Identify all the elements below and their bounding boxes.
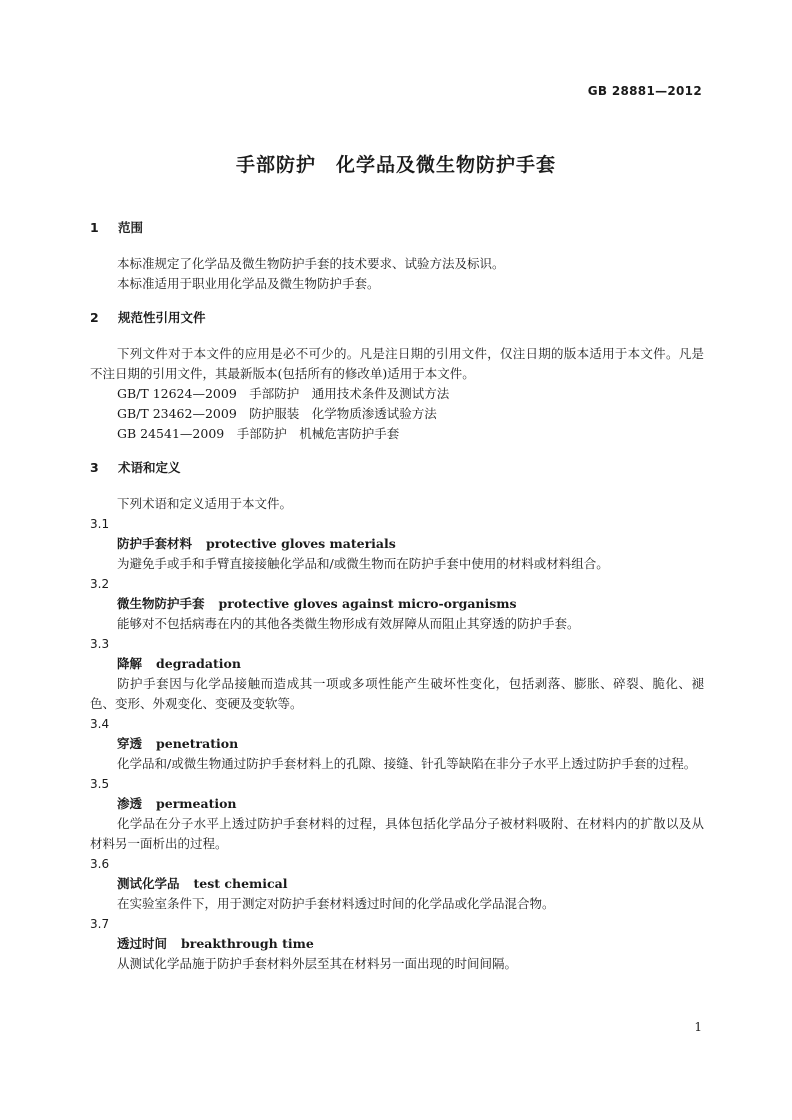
term-name <box>90 594 704 614</box>
term-definition: 化学品在分子水平上透过防护手套材料的过程，具体包括化学品分子被材料吸附、在材料内的扩散以及从材料另一面析出的过程。 <box>90 816 704 851</box>
term-name-en: test chemical <box>193 876 288 891</box>
term-number: 3.4 <box>90 717 110 731</box>
term-entry <box>90 574 704 634</box>
term-number: 3.3 <box>90 637 110 651</box>
term-definition: 防护手套因与化学品接触而造成其一项或多项性能产生破坏性变化，包括剥落、膨胀、碎裂、脆化、褪色、变形、外观变化、变硬及变软等。 <box>90 676 704 711</box>
term-name <box>90 874 704 894</box>
term-number: 3.1 <box>90 517 110 531</box>
paragraph: 下列文件对于本文件的应用是必不可少的。凡是注日期的引用文件，仅注日期的版本适用于本文件。凡是不注日期的引用文件，其最新版本(包括所有的修改单)适用于本文件。 <box>90 346 704 381</box>
term-entry <box>90 854 704 914</box>
term-name-zh: 测试化学品 <box>117 876 180 891</box>
term-number: 3.7 <box>90 917 110 931</box>
term-entry <box>90 914 704 974</box>
term-number: 3.5 <box>90 777 110 791</box>
term-name-en: penetration <box>156 736 239 751</box>
term-name <box>90 794 704 814</box>
reference-item: GB 24541—2009 手部防护 机械危害防护手套 <box>117 426 400 441</box>
term-name <box>90 934 704 954</box>
paragraph: 下列术语和定义适用于本文件。 <box>117 496 293 511</box>
term-name-zh: 防护手套材料 <box>117 536 193 551</box>
term-definition: 化学品和/或微生物通过防护手套材料上的孔隙、接缝、针孔等缺陷在非分子水平上透过防护手套的过程。 <box>117 756 697 771</box>
document-body <box>90 218 704 974</box>
term-name-en: protective gloves materials <box>206 536 396 551</box>
section-number: 2 <box>90 310 99 325</box>
term-name-en: degradation <box>156 656 241 671</box>
term-entry <box>90 774 704 854</box>
section-heading-scope <box>90 218 704 238</box>
term-definition: 在实验室条件下，用于测定对防护手套材料透过时间的化学品或化学品混合物。 <box>117 896 555 911</box>
reference-item: GB/T 23462—2009 防护服装 化学物质渗透试验方法 <box>117 406 437 421</box>
term-definition: 为避免手或手和手臂直接接触化学品和/或微生物而在防护手套中使用的材料或材料组合。 <box>117 556 609 571</box>
standard-code: GB 28881—2012 <box>587 84 702 98</box>
document-title: 手部防护 化学品及微生物防护手套 <box>235 154 556 176</box>
term-name <box>90 534 704 554</box>
term-entry <box>90 714 704 774</box>
term-name <box>90 654 704 674</box>
term-name-en: protective gloves against micro-organisms <box>218 596 517 611</box>
term-name-zh: 微生物防护手套 <box>117 596 205 611</box>
term-name-zh: 穿透 <box>117 736 143 751</box>
section-title: 术语和定义 <box>118 460 181 475</box>
term-name-zh: 渗透 <box>117 796 143 811</box>
section-number: 1 <box>90 220 99 235</box>
term-name <box>90 734 704 754</box>
term-entry <box>90 634 704 714</box>
section-title: 规范性引用文件 <box>118 310 206 325</box>
reference-item: GB/T 12624—2009 手部防护 通用技术条件及测试方法 <box>117 386 450 401</box>
section-number: 3 <box>90 460 99 475</box>
section-heading-terms <box>90 458 704 478</box>
section-title: 范围 <box>118 220 144 235</box>
term-entry <box>90 514 704 574</box>
term-definition: 从测试化学品施于防护手套材料外层至其在材料另一面出现的时间间隔。 <box>117 956 518 971</box>
paragraph: 本标准规定了化学品及微生物防护手套的技术要求、试验方法及标识。 <box>117 256 505 271</box>
term-name-zh: 透过时间 <box>117 936 168 951</box>
term-definition: 能够对不包括病毒在内的其他各类微生物形成有效屏障从而阻止其穿透的防护手套。 <box>117 616 580 631</box>
term-name-zh: 降解 <box>117 656 143 671</box>
term-number: 3.2 <box>90 577 110 591</box>
page-number: 1 <box>694 1020 702 1034</box>
term-number: 3.6 <box>90 857 110 871</box>
paragraph: 本标准适用于职业用化学品及微生物防护手套。 <box>117 276 380 291</box>
section-heading-normative-references <box>90 308 704 328</box>
term-name-en: breakthrough time <box>181 936 314 951</box>
term-name-en: permeation <box>156 796 237 811</box>
